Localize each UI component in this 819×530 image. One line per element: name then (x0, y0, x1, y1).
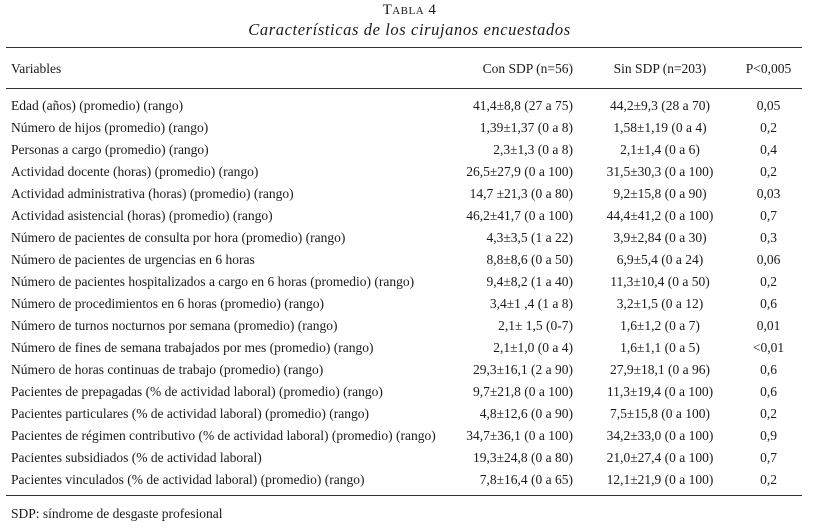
table-row (0, 425, 819, 447)
cell-p-value: 0,2 (760, 164, 777, 179)
table-row (0, 337, 819, 359)
table-row (0, 249, 819, 271)
cell-con-sdp: 29,3±16,1 (2 a 90) (472, 362, 573, 377)
cell-variable: Número de pacientes hospitalizados a cargo en 6 horas (promedio) (rango) (11, 274, 415, 289)
cell-p-value: <0,01 (752, 340, 785, 355)
cell-sin-sdp: 3,9±2,84 (0 a 30) (613, 230, 707, 245)
cell-p-value: 0,3 (760, 230, 777, 245)
cell-p-value: 0,2 (760, 472, 777, 487)
cell-sin-sdp: 11,3±10,4 (0 a 50) (610, 274, 710, 289)
cell-con-sdp: 2,1±1,0 (0 a 4) (493, 340, 573, 355)
cell-variable: Actividad asistencial (horas) (promedio) (rango) (11, 208, 273, 223)
cell-variable: Número de pacientes de consulta por hora (promedio) (rango) (11, 230, 346, 245)
cell-con-sdp: 9,4±8,2 (1 a 40) (486, 274, 573, 289)
cell-sin-sdp: 1,6±1,2 (0 a 7) (620, 318, 700, 333)
cell-sin-sdp: 21,0±27,4 (0 a 100) (606, 450, 714, 465)
cell-p-value: 0,2 (760, 406, 777, 421)
cell-sin-sdp: 31,5±30,3 (0 a 100) (606, 164, 714, 179)
cell-con-sdp: 7,8±16,4 (0 a 65) (479, 472, 573, 487)
cell-sin-sdp: 34,2±33,0 (0 a 100) (606, 428, 714, 443)
cell-p-value: 0,2 (760, 274, 777, 289)
cell-variable: Número de hijos (promedio) (rango) (11, 120, 209, 135)
cell-variable: Número de procedimientos en 6 horas (promedio) (rango) (11, 296, 325, 311)
footnote: SDP: síndrome de desgaste profesional (11, 506, 223, 521)
cell-variable: Número de fines de semana trabajados por mes (promedio) (rango) (11, 340, 374, 355)
cell-variable: Edad (años) (promedio) (rango) (11, 98, 184, 113)
cell-variable: Pacientes particulares (% de actividad laboral) (promedio) (rango) (11, 406, 369, 421)
table-row (0, 95, 819, 117)
cell-sin-sdp: 12,1±21,9 (0 a 100) (606, 472, 714, 487)
cell-sin-sdp: 11,3±19,4 (0 a 100) (606, 384, 714, 399)
header-con-sdp: Con SDP (n=56) (482, 61, 573, 76)
cell-con-sdp: 4,8±12,6 (0 a 90) (479, 406, 573, 421)
cell-variable: Personas a cargo (promedio) (rango) (11, 142, 209, 157)
cell-p-value: 0,05 (756, 98, 781, 113)
table-row (0, 161, 819, 183)
cell-variable: Actividad administrativa (horas) (promedio) (rango) (11, 186, 294, 201)
cell-p-value: 0,4 (760, 142, 777, 157)
cell-con-sdp: 1,39±1,37 (0 a 8) (479, 120, 573, 135)
cell-sin-sdp: 27,9±18,1 (0 a 96) (609, 362, 711, 377)
cell-con-sdp: 14,7 ±21,3 (0 a 80) (469, 186, 573, 201)
table-row (0, 359, 819, 381)
table-row (0, 139, 819, 161)
table-row (0, 447, 819, 469)
cell-con-sdp: 41,4±8,8 (27 a 75) (472, 98, 573, 113)
cell-con-sdp: 3,4±1 ,4 (1 a 8) (489, 296, 573, 311)
cell-p-value: 0,7 (760, 450, 777, 465)
cell-variable: Actividad docente (horas) (promedio) (rango) (11, 164, 259, 179)
cell-p-value: 0,01 (756, 318, 781, 333)
table-row (0, 205, 819, 227)
cell-sin-sdp: 7,5±15,8 (0 a 100) (609, 406, 711, 421)
cell-p-value: 0,6 (760, 384, 777, 399)
cell-p-value: 0,9 (760, 428, 777, 443)
table-row (0, 381, 819, 403)
table-title: Características de los cirujanos encuestados (248, 20, 571, 39)
cell-variable: Número de turnos nocturnos por semana (promedio) (rango) (11, 318, 338, 333)
cell-sin-sdp: 44,2±9,3 (28 a 70) (609, 98, 711, 113)
table-row (0, 117, 819, 139)
cell-p-value: 0,03 (756, 186, 781, 201)
cell-sin-sdp: 1,58±1,19 (0 a 4) (613, 120, 707, 135)
table-row (0, 271, 819, 293)
bottom-rule (6, 495, 802, 496)
cell-sin-sdp: 2,1±1,4 (0 a 6) (620, 142, 700, 157)
cell-con-sdp: 2,1± 1,5 (0-7) (498, 318, 573, 333)
cell-con-sdp: 2,3±1,3 (0 a 8) (493, 142, 573, 157)
cell-variable: Pacientes de prepagadas (% de actividad laboral) (promedio) (rango) (11, 384, 383, 399)
header-sin-sdp: Sin SDP (n=203) (613, 61, 707, 76)
table-row (0, 183, 819, 205)
table-row (0, 227, 819, 249)
cell-con-sdp: 46,2±41,7 (0 a 100) (466, 208, 573, 223)
cell-sin-sdp: 3,2±1,5 (0 a 12) (616, 296, 704, 311)
cell-sin-sdp: 9,2±15,8 (0 a 90) (613, 186, 707, 201)
table-row (0, 315, 819, 337)
cell-con-sdp: 34,7±36,1 (0 a 100) (466, 428, 573, 443)
cell-con-sdp: 26,5±27,9 (0 a 100) (466, 164, 573, 179)
cell-sin-sdp: 6,9±5,4 (0 a 24) (616, 252, 704, 267)
cell-variable: Pacientes vinculados (% de actividad laboral) (promedio) (rango) (11, 472, 365, 487)
cell-p-value: 0,7 (760, 208, 777, 223)
cell-sin-sdp: 44,4±41,2 (0 a 100) (606, 208, 714, 223)
cell-variable: Número de horas continuas de trabajo (promedio) (rango) (11, 362, 324, 377)
cell-sin-sdp: 1,6±1,1 (0 a 5) (620, 340, 700, 355)
cell-p-value: 0,6 (760, 362, 777, 377)
cell-p-value: 0,06 (756, 252, 781, 267)
cell-variable: Pacientes de régimen contributivo (% de actividad laboral) (promedio) (rango) (11, 428, 436, 443)
cell-con-sdp: 9,7±21,8 (0 a 100) (472, 384, 573, 399)
table-label: Tabla 4 (382, 2, 437, 18)
cell-p-value: 0,6 (760, 296, 777, 311)
cell-con-sdp: 8,8±8,6 (0 a 50) (486, 252, 573, 267)
table-row (0, 403, 819, 425)
table-row (0, 469, 819, 491)
header-variables: Variables (11, 61, 62, 76)
cell-con-sdp: 4,3±3,5 (1 a 22) (486, 230, 573, 245)
cell-variable: Pacientes subsidiados (% de actividad laboral) (11, 450, 262, 465)
cell-p-value: 0,2 (760, 120, 777, 135)
cell-con-sdp: 19,3±24,8 (0 a 80) (472, 450, 573, 465)
cell-variable: Número de pacientes de urgencias en 6 horas (11, 252, 255, 267)
table-row (0, 293, 819, 315)
header-p-value: P<0,005 (745, 61, 792, 76)
